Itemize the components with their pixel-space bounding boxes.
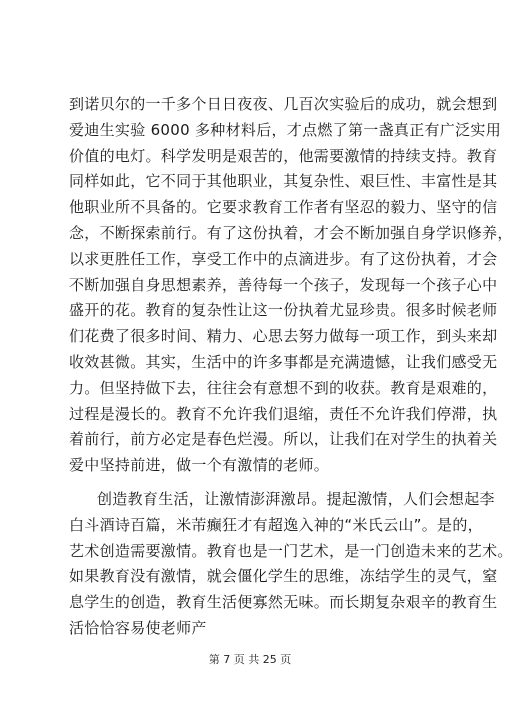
text-line: 念，不断探索前行。有了这份执着，才会不断加强自身学识修养， (69, 223, 513, 242)
text-line: 以求更胜任工作，享受工作中的点滴进步。有了这份执着，才会 (69, 249, 498, 268)
paragraph-1 (69, 92, 513, 479)
text-line: 盛开的花。教育的复杂性让这一份执着尤显珍贵。很多时候老师 (69, 301, 498, 320)
text-line: 同样如此，它不同于其他职业，其复杂性、艰巨性、丰富性是其 (69, 172, 498, 191)
body-text (69, 92, 513, 642)
text-line: 爱迪生实验 6000 多种材料后，才点燃了第一盏真正有广泛实用 (69, 120, 502, 139)
text-line: 过程是漫长的。教育不允许我们退缩，责任不允许我们停滞，执 (69, 404, 498, 423)
text-line: 不断加强自身思想素养，善待每一个孩子，发现每一个孩子心中 (69, 275, 498, 294)
text-line: 到诺贝尔的一千多个日日夜夜、几百次实验后的成功，就会想到 (69, 95, 498, 113)
text-line: 活恰恰容易使老师产 (69, 618, 207, 637)
text-line: 他职业所不具备的。它要求教育工作者有坚忍的毅力、坚守的信 (69, 198, 498, 217)
text-line: 着前行，前方必定是春色烂漫。所以，让我们在对学生的执着关 (69, 430, 498, 449)
page-footer (0, 653, 500, 667)
text-line: 爱中坚持前进，做一个有激情的老师。 (69, 456, 330, 475)
text-line: 收效甚微。其实，生活中的许多事都是充满遗憾，让我们感受无 (69, 352, 498, 371)
text-line: 白斗酒诗百篇，米芾癫狂才有超逸入神的“米氏云山”。是的， (69, 515, 483, 534)
page-number: 第 7 页 共 25 页 (208, 653, 292, 666)
text-line: 如果教育没有激情，就会僵化学生的思维，冻结学生的灵气，窒 (69, 567, 498, 586)
text-line: 们花费了很多时间、精力、心思去努力做每一项工作，到头来却 (69, 327, 498, 346)
text-line: 价值的电灯。科学发明是艰苦的，他需要激情的持续支持。教育 (69, 146, 498, 165)
text-line: 息学生的创造，教育生活便寡然无味。而长期复杂艰辛的教育生 (69, 593, 498, 612)
paragraph-2 (69, 487, 513, 642)
text-line: 艺术创造需要激情。教育也是一门艺术，是一门创造未来的艺术。 (69, 541, 513, 560)
text-line: 力。但坚持做下去，往往会有意想不到的收获。教育是艰难的， (69, 378, 498, 397)
text-line: 创造教育生活，让激情澎湃激昂。提起激情，人们会想起李 (97, 489, 495, 508)
